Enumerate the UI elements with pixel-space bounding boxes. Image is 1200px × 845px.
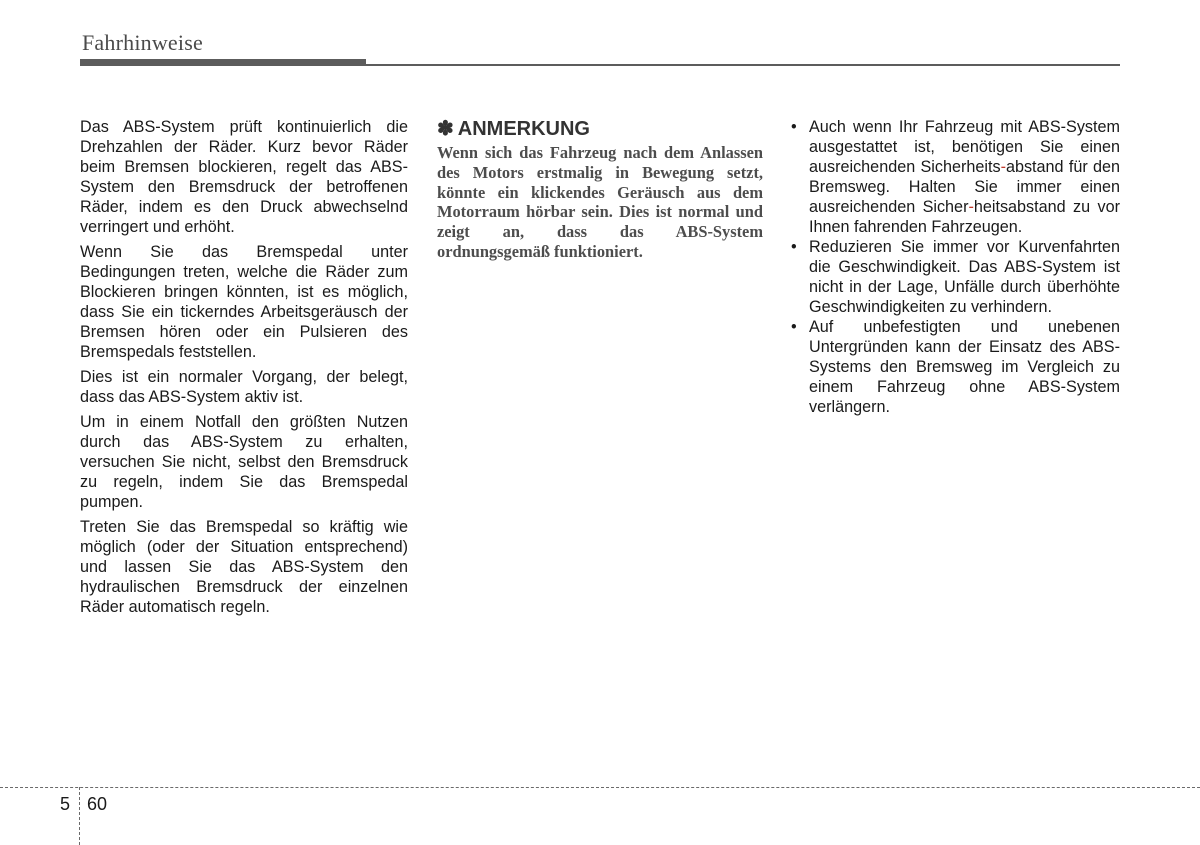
section-title: Fahrhinweise	[82, 30, 203, 55]
hyphen-mark: -	[1000, 158, 1006, 176]
bullet-icon: •	[791, 118, 797, 136]
footer-dashed-separator	[79, 787, 80, 845]
paragraph: Treten Sie das Bremspedal so kräftig wie möglich (oder der Situation entsprechend) und lassen Sie das ABS-System den hydraulischen Bremsdruck der einzelnen Räder automatisch regeln.	[80, 518, 408, 616]
note-box	[437, 117, 763, 262]
footer-dashed-line	[0, 787, 1200, 788]
asterisk-icon: ✽	[437, 118, 454, 140]
list-item	[790, 237, 1120, 317]
paragraph: Wenn Sie das Bremspedal unter Bedingungen treten, welche die Räder zum Blockieren bringen könnten, ist es möglich, dass Sie ein tickerndes Arbeitsgeräusch der Bremsen hören oder ein Pulsieren des Bremspedals feststellen.	[80, 243, 408, 361]
header-rule-thin	[366, 64, 1120, 66]
list-item	[790, 317, 1120, 417]
paragraph: Das ABS-System prüft kontinuierlich die Drehzahlen der Räder. Kurz bevor Räder beim Bremsen blockieren, regelt das ABS-System den Bremsdruck der betroffenen Räder, indem es den Druck abwechselnd verringert und erhöht.	[80, 118, 408, 236]
list-item-text: Auf unbefestigten und unebenen Untergründen kann der Einsatz des ABS-Systems den Bremsweg im Vergleich zu einem Fahrzeug ohne ABS-System verlängern.	[809, 318, 1120, 416]
header-rule-thick	[80, 59, 366, 66]
chapter-number: 5	[60, 794, 71, 814]
list-item-text: Reduzieren Sie immer vor Kurvenfahrten die Geschwindigkeit. Das ABS-System ist nicht in der Lage, Unfälle durch überhöhte Geschwindigkeiten zu verhindern.	[809, 238, 1120, 316]
list-item-text: Auch wenn Ihr Fahrzeug mit ABS-System ausgestattet ist, benötigen Sie einen ausreichenden Sicherheits	[809, 118, 1120, 176]
paragraph: Um in einem Notfall den größten Nutzen durch das ABS-System zu erhalten, versuchen Sie nicht, selbst den Bremsdruck zu regeln, indem Sie das Bremspedal pumpen.	[80, 413, 408, 511]
hyphen-mark: -	[968, 198, 974, 216]
list-item	[790, 117, 1120, 237]
paragraph: Dies ist ein normaler Vorgang, der belegt, dass das ABS-System aktiv ist.	[80, 368, 408, 406]
left-column	[80, 117, 408, 622]
note-body: Wenn sich das Fahrzeug nach dem Anlassen des Motors erstmalig in Bewegung setzt, könnte ein klickendes Geräusch aus dem Motorraum hörbar sein. Dies ist normal und zeigt an, dass das ABS-System ordnungsgemäß funktioniert.	[437, 143, 763, 261]
note-heading-label: ANMERKUNG	[457, 118, 590, 140]
bullet-list	[790, 117, 1120, 417]
right-column	[790, 117, 1120, 417]
list-item-text: heitsabstand zu vor Ihnen fahrenden Fahrzeugen.	[809, 198, 1120, 236]
bullet-icon: •	[791, 318, 797, 336]
note-heading	[437, 117, 763, 141]
bullet-icon: •	[791, 238, 797, 256]
page-number: 60	[87, 794, 108, 814]
list-item-text: abstand für den Bremsweg. Halten Sie immer einen ausreichenden Sicher	[809, 158, 1121, 216]
